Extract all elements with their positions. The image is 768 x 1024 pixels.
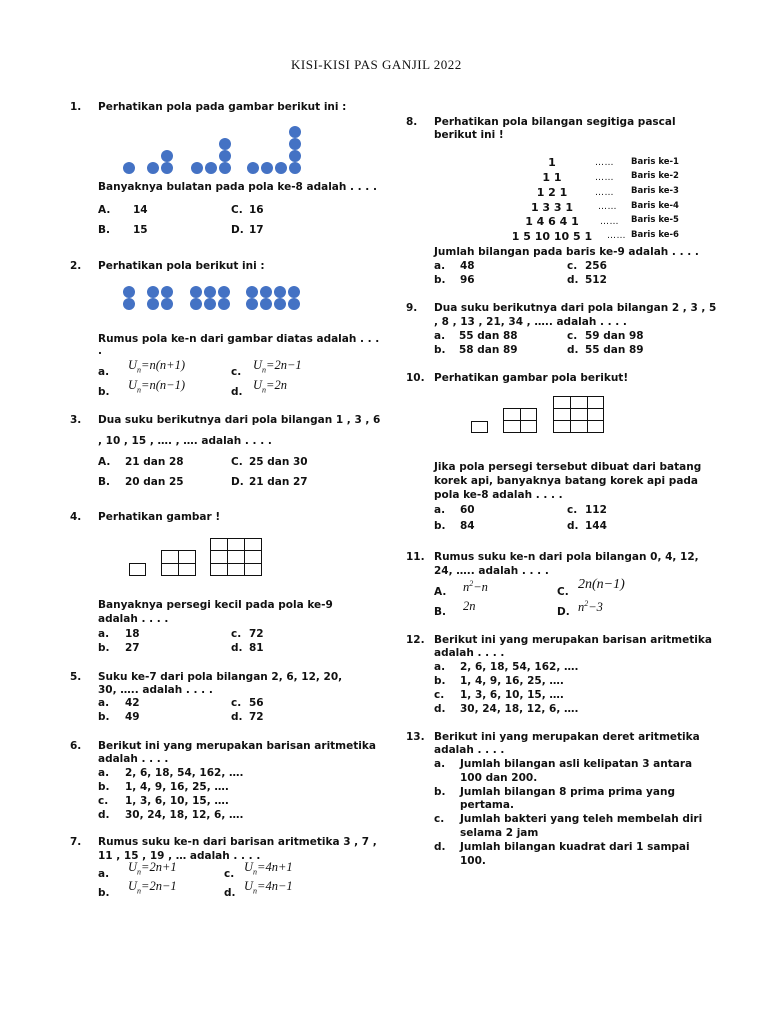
q6-line2: adalah . . . .: [98, 753, 169, 765]
q9-option-c-value: 59 dan 98: [585, 330, 644, 342]
q5-option-d-value: 72: [249, 711, 264, 723]
q13-option-b-line1: Jumlah bilangan 8 prima prima yang: [460, 786, 675, 798]
q7-option-a-formula: $U_n=2n+1$: [128, 860, 177, 877]
q1-option-a-label: A.: [98, 204, 111, 216]
q9-option-a-value: 55 dan 88: [459, 330, 518, 342]
q9-option-b-value: 58 dan 89: [459, 344, 518, 356]
q8-line2: berikut ini !: [434, 129, 504, 141]
q2-option-c-formula: $U_n=2n-1$: [253, 358, 302, 375]
q5-number: 5.: [70, 671, 82, 683]
q4-text: Perhatikan gambar !: [98, 511, 221, 523]
q10-option-c-value: 112: [585, 504, 607, 516]
q11-option-b-label: B.: [434, 606, 446, 618]
q8-line1: Perhatikan pola bilangan segitiga pascal: [434, 116, 676, 128]
q8-option-d-value: 512: [585, 274, 607, 286]
q9-line2: , 8 , 13 , 21, 34 , ….. adalah . . . .: [434, 316, 627, 328]
q10-option-b-value: 84: [460, 520, 475, 532]
q10-option-d-value: 144: [585, 520, 607, 532]
q8-option-d-label: d.: [567, 274, 579, 286]
q4-option-d-label: d.: [231, 642, 243, 654]
q12-option-d-label: d.: [434, 703, 446, 715]
q4-option-b-label: b.: [98, 642, 110, 654]
q11-option-d-formula: $n^2-3$: [578, 599, 603, 615]
q6-option-a-value: 2, 6, 18, 54, 162, ….: [125, 767, 244, 779]
q10-text: Perhatikan gambar pola berikut!: [434, 372, 629, 384]
q12-line1: Berikut ini yang merupakan barisan aritmetika: [434, 634, 712, 646]
q2-text: Perhatikan pola berikut ini :: [98, 260, 265, 272]
q4-line2: adalah . . . .: [98, 613, 169, 625]
q1-option-b-label: B.: [98, 224, 110, 236]
q6-line1: Berikut ini yang merupakan barisan aritmetika: [98, 740, 376, 752]
q9-number: 9.: [406, 302, 418, 314]
pascal-dots-1: ……: [595, 158, 614, 168]
q5-option-b-label: b.: [98, 711, 110, 723]
pascal-label-5: Baris ke-5: [631, 215, 679, 225]
q12-option-c-label: c.: [434, 689, 445, 701]
pascal-row-3: 1 2 1: [536, 186, 568, 199]
q7-option-b-label: b.: [98, 887, 110, 899]
q4-option-b-value: 27: [125, 642, 140, 654]
q10-option-c-label: c.: [567, 504, 578, 516]
q13-line2: adalah . . . .: [434, 744, 505, 756]
q1-option-d-label: D.: [231, 224, 244, 236]
q6-option-d-value: 30, 24, 18, 12, 6, ….: [125, 809, 244, 821]
q8-number: 8.: [406, 116, 418, 128]
q3-option-b-label: B.: [98, 476, 110, 488]
q12-option-a-value: 2, 6, 18, 54, 162, ….: [460, 661, 579, 673]
q10-line1: Jika pola persegi tersebut dibuat dari batang: [434, 461, 702, 473]
q8-option-a-label: a.: [434, 260, 446, 272]
q11-option-c-label: C.: [557, 586, 569, 598]
q1-text: Perhatikan pola pada gambar berikut ini :: [98, 101, 347, 113]
q2-option-b-formula: $U_n=n(n-1)$: [128, 378, 185, 395]
q13-option-d-line1: Jumlah bilangan kuadrat dari 1 sampai: [460, 841, 690, 853]
q9-option-d-label: d.: [567, 344, 579, 356]
q3-option-a-value: 21 dan 28: [125, 456, 184, 468]
q5-option-d-label: d.: [231, 711, 243, 723]
q12-number: 12.: [406, 634, 425, 646]
q13-option-a-label: a.: [434, 758, 446, 770]
page-title: KISI-KISI PAS GANJIL 2022: [291, 57, 462, 72]
q7-line2: 11 , 15 , 19 , … adalah . . . .: [98, 850, 261, 862]
q5-option-b-value: 49: [125, 711, 140, 723]
q9-option-d-value: 55 dan 89: [585, 344, 644, 356]
q8-question: Jumlah bilangan pada baris ke-9 adalah . . . .: [434, 246, 699, 258]
q12-option-b-label: b.: [434, 675, 446, 687]
q1-number: 1.: [70, 101, 82, 113]
q4-line1: Banyaknya persegi kecil pada pola ke-9: [98, 599, 333, 611]
q10-option-a-value: 60: [460, 504, 475, 516]
q8-option-b-value: 96: [460, 274, 475, 286]
q8-option-c-label: c.: [567, 260, 578, 272]
q4-option-a-label: a.: [98, 628, 110, 640]
pascal-label-4: Baris ke-4: [631, 201, 679, 211]
pascal-dots-5: ……: [600, 217, 619, 227]
q9-option-b-label: b.: [434, 344, 446, 356]
q3-option-a-label: A.: [98, 456, 111, 468]
q2-option-a-label: a.: [98, 366, 110, 378]
q13-option-a-line1: Jumlah bilangan asli kelipatan 3 antara: [460, 758, 693, 770]
q2-number: 2.: [70, 260, 82, 272]
q4-option-a-value: 18: [125, 628, 140, 640]
q6-option-c-value: 1, 3, 6, 10, 15, ….: [125, 795, 229, 807]
q5-option-c-value: 56: [249, 697, 264, 709]
q1-option-a-value: 14: [133, 204, 148, 216]
q5-line2: 30, ….. adalah . . . .: [98, 684, 213, 696]
q6-option-c-label: c.: [98, 795, 109, 807]
q3-option-c-label: C.: [231, 456, 243, 468]
q13-line1: Berikut ini yang merupakan deret aritmetika: [434, 731, 700, 743]
pascal-label-6: Baris ke-6: [631, 230, 679, 240]
pascal-row-2: 1 1: [542, 171, 562, 184]
q2-option-a-formula: $U_n=n(n+1)$: [128, 358, 185, 375]
q9-option-c-label: c.: [567, 330, 578, 342]
q1-option-b-value: 15: [133, 224, 148, 236]
q8-option-b-label: b.: [434, 274, 446, 286]
q2-option-d-formula: $U_n=2n$: [253, 378, 287, 395]
pascal-dots-2: ……: [595, 173, 614, 183]
q10-option-a-label: a.: [434, 504, 446, 516]
q10-line3: pola ke-8 adalah . . . .: [434, 489, 563, 501]
q10-number: 10.: [406, 372, 425, 384]
q11-line2: 24, ….. adalah . . . .: [434, 565, 549, 577]
pascal-label-1: Baris ke-1: [631, 157, 679, 167]
q13-option-a-line2: 100 dan 200.: [460, 772, 538, 784]
pascal-row-6: 1 5 10 10 5 1: [511, 230, 593, 243]
q11-option-b-formula: 2n: [463, 599, 476, 613]
q13-option-d-line2: 100.: [460, 855, 486, 867]
pascal-row-1: 1: [548, 156, 556, 169]
q6-option-d-label: d.: [98, 809, 110, 821]
q3-option-d-value: 21 dan 27: [249, 476, 308, 488]
q7-option-a-label: a.: [98, 868, 110, 880]
q3-option-c-value: 25 dan 30: [249, 456, 308, 468]
q2-question-cont: .: [98, 345, 102, 357]
pascal-label-2: Baris ke-2: [631, 171, 679, 181]
q3-line2: , 10 , 15 , …. , …. adalah . . . .: [98, 435, 272, 447]
q1-option-c-value: 16: [249, 204, 264, 216]
q13-option-c-line1: Jumlah bakteri yang teleh membelah diri: [460, 813, 703, 825]
q12-option-b-value: 1, 4, 9, 16, 25, ….: [460, 675, 564, 687]
q7-option-d-formula: $U_n=4n-1$: [244, 879, 293, 896]
q10-option-b-label: b.: [434, 520, 446, 532]
q10-option-d-label: d.: [567, 520, 579, 532]
q9-option-a-label: a.: [434, 330, 446, 342]
q7-line1: Rumus suku ke-n dari barisan aritmetika 3 , 7 ,: [98, 836, 377, 848]
pascal-label-3: Baris ke-3: [631, 186, 679, 196]
q13-option-c-label: c.: [434, 813, 445, 825]
q13-number: 13.: [406, 731, 425, 743]
q13-option-c-line2: selama 2 jam: [460, 827, 539, 839]
q11-option-a-label: A.: [434, 586, 447, 598]
q1-option-c-label: C.: [231, 204, 243, 216]
q3-option-b-value: 20 dan 25: [125, 476, 184, 488]
q6-option-a-label: a.: [98, 767, 110, 779]
q5-line1: Suku ke-7 dari pola bilangan 2, 6, 12, 20,: [98, 671, 343, 683]
q5-option-a-value: 42: [125, 697, 140, 709]
q6-number: 6.: [70, 740, 82, 752]
q7-option-c-label: c.: [224, 868, 235, 880]
pascal-dots-4: ……: [598, 202, 617, 212]
q11-option-a-formula: $n^2-n$: [463, 579, 488, 595]
q7-number: 7.: [70, 836, 82, 848]
q2-option-c-label: c.: [231, 366, 242, 378]
q9-line1: Dua suku berikutnya dari pola bilangan 2 , 3 , 5: [434, 302, 717, 314]
pascal-dots-6: ……: [607, 231, 626, 241]
q12-option-a-label: a.: [434, 661, 446, 673]
q4-option-c-value: 72: [249, 628, 264, 640]
q5-option-c-label: c.: [231, 697, 242, 709]
q4-option-d-value: 81: [249, 642, 264, 654]
q8-option-a-value: 48: [460, 260, 475, 272]
q3-number: 3.: [70, 414, 82, 426]
q1-option-d-value: 17: [249, 224, 264, 236]
q11-option-d-label: D.: [557, 606, 570, 618]
q10-line2: korek api, banyaknya batang korek api pada: [434, 475, 699, 487]
q1-question: Banyaknya bulatan pada pola ke-8 adalah . . . .: [98, 181, 377, 193]
q13-option-b-line2: pertama.: [460, 799, 514, 811]
q5-option-a-label: a.: [98, 697, 110, 709]
pascal-dots-3: ……: [595, 188, 614, 198]
q8-option-c-value: 256: [585, 260, 607, 272]
q6-option-b-value: 1, 4, 9, 16, 25, ….: [125, 781, 229, 793]
pascal-row-4: 1 3 3 1: [530, 201, 574, 214]
q4-number: 4.: [70, 511, 82, 523]
q7-option-b-formula: $U_n=2n-1$: [128, 879, 177, 896]
q2-option-d-label: d.: [231, 386, 243, 398]
q12-option-c-value: 1, 3, 6, 10, 15, ….: [460, 689, 564, 701]
q11-number: 11.: [406, 551, 425, 563]
q2-option-b-label: b.: [98, 386, 110, 398]
q12-line2: adalah . . . .: [434, 647, 505, 659]
q13-option-b-label: b.: [434, 786, 446, 798]
q6-option-b-label: b.: [98, 781, 110, 793]
q7-option-d-label: d.: [224, 887, 236, 899]
q13-option-d-label: d.: [434, 841, 446, 853]
q3-line1: Dua suku berikutnya dari pola bilangan 1 , 3 , 6: [98, 414, 381, 426]
pascal-row-5: 1 4 6 4 1: [525, 215, 579, 228]
q12-option-d-value: 30, 24, 18, 12, 6, ….: [460, 703, 579, 715]
q7-option-c-formula: $U_n=4n+1$: [244, 860, 293, 877]
q2-question: Rumus pola ke-n dari gambar diatas adalah . . .: [98, 333, 380, 345]
q11-line1: Rumus suku ke-n dari pola bilangan 0, 4, 12,: [434, 551, 699, 563]
q4-option-c-label: c.: [231, 628, 242, 640]
q11-option-c-formula: 2n(n−1): [578, 577, 625, 592]
q3-option-d-label: D.: [231, 476, 244, 488]
